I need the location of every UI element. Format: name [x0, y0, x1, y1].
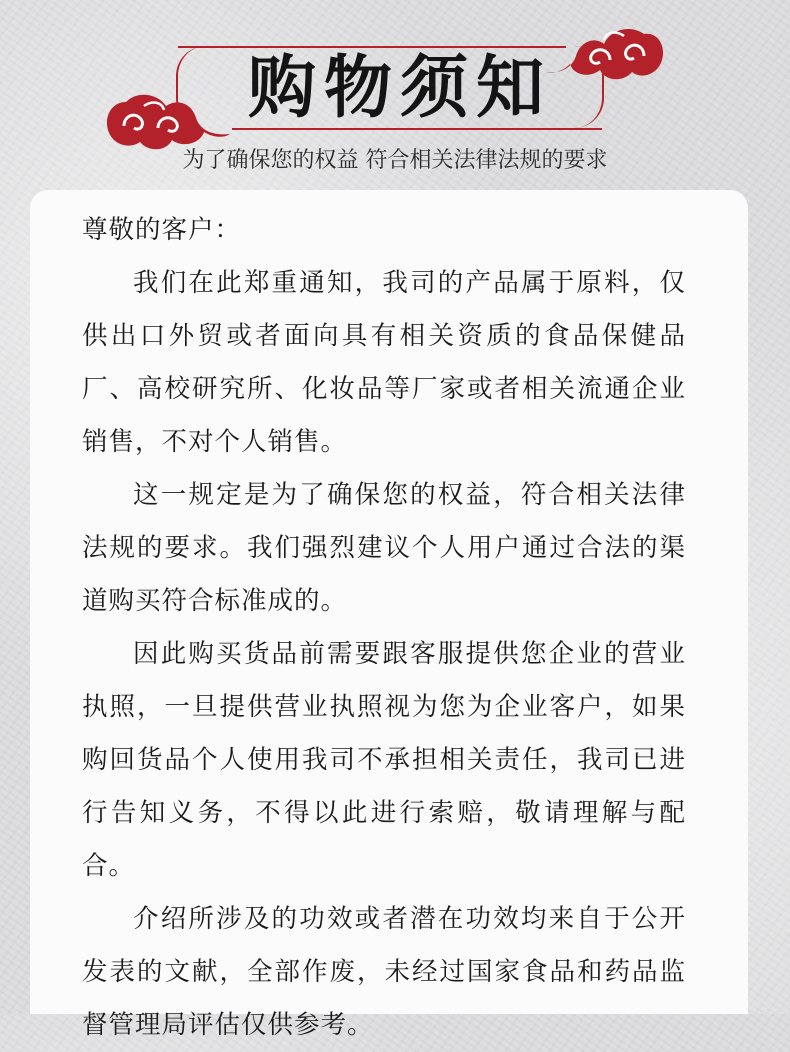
page-subtitle: 为了确保您的权益 符合相关法律法规的要求 — [182, 148, 608, 173]
header-banner — [0, 0, 790, 190]
frame-bottom-line — [232, 128, 602, 130]
notice-paragraph: 因此购买货品前需要跟客服提供您企业的营业执照，一旦提供营业执照视为您为企业客户，如果购回货品个人使用我司不承担相关责任，我司已进行告知义务，不得以此进行索赔，敬请理解与配合。 — [82, 639, 686, 881]
notice-greeting: 尊敬的客户： — [82, 215, 242, 245]
notice-paragraph: 我们在此郑重通知，我司的产品属于原料，仅供出口外贸或者面向具有相关资质的食品保健品厂、高校研究所、化妆品等厂家或者相关流通企业销售，不对个人销售。 — [82, 268, 686, 457]
notice-paragraph: 介绍所涉及的功效或者潜在功效均来自于公开发表的文献，全部作废，未经过国家食品和药品监督管理局评估仅供参考。 — [82, 904, 686, 1040]
notice-card — [30, 190, 748, 1040]
notice-paragraph: 这一规定是为了确保您的权益，符合相关法律法规的要求。我们强烈建议个人用户通过合法的渠道购买符合标准成的。 — [82, 480, 686, 616]
page-title: 购物须知 — [247, 48, 552, 128]
